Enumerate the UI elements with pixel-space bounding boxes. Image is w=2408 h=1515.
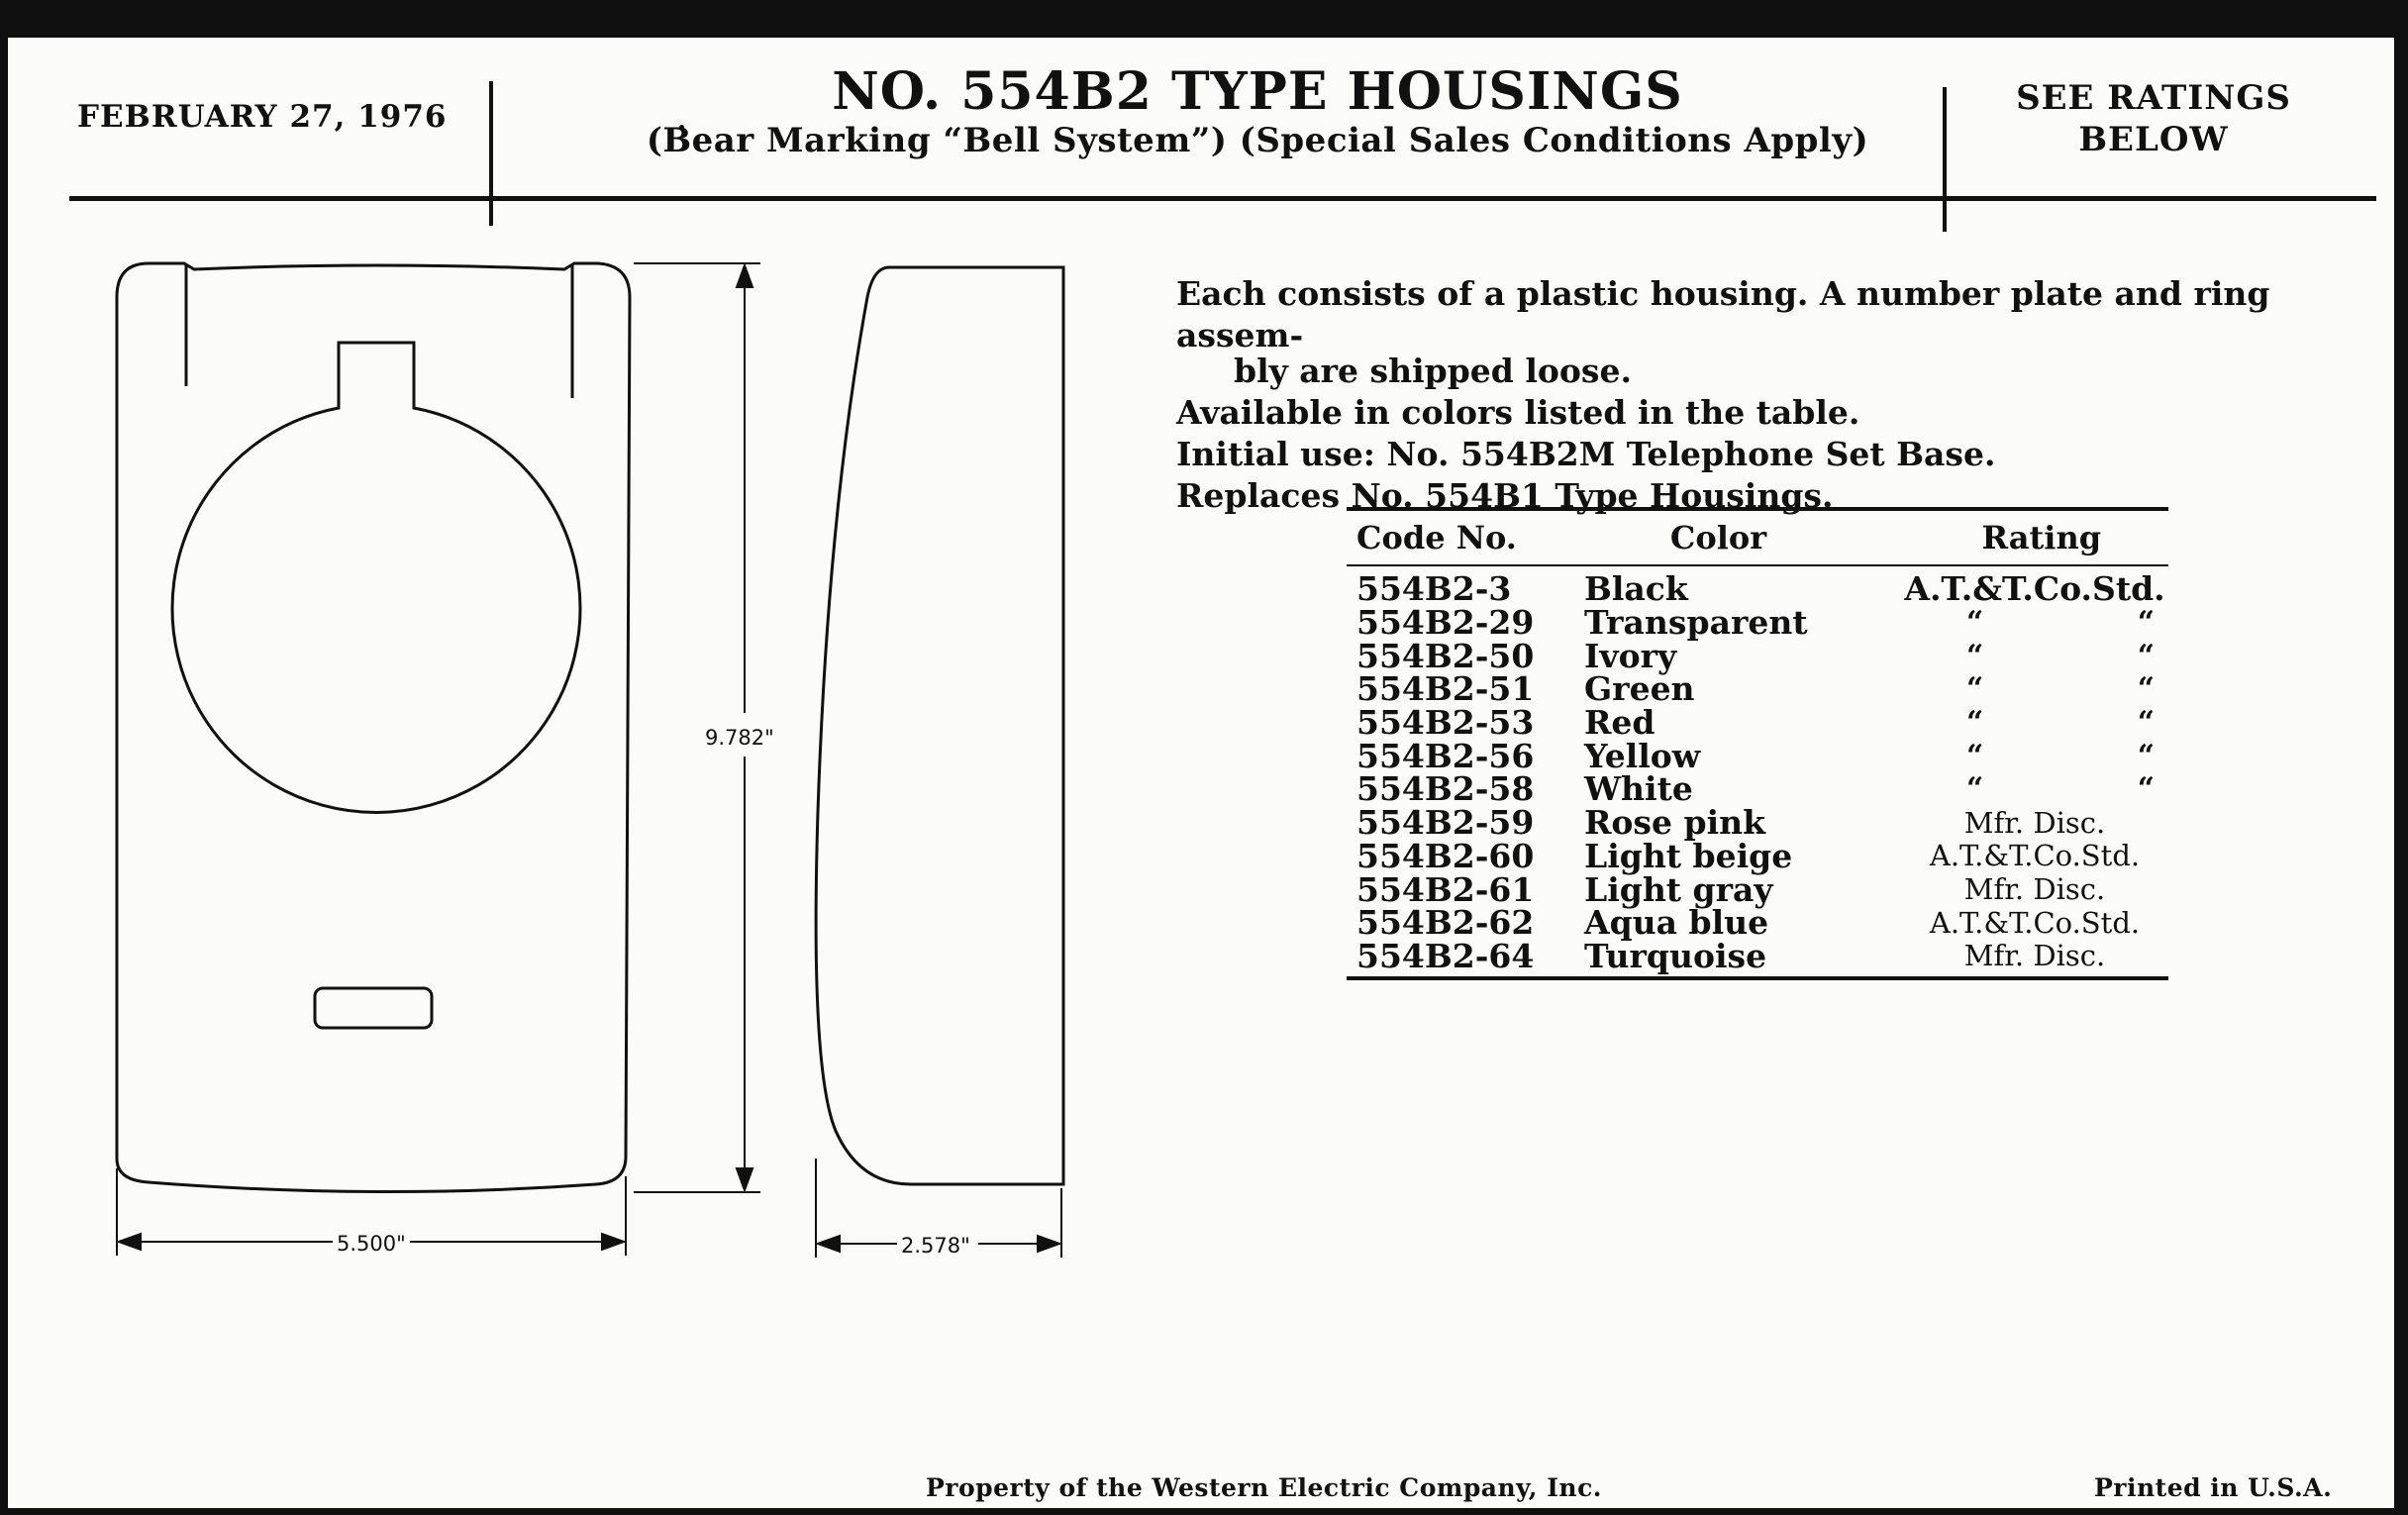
- table-row: [1347, 803, 2168, 843]
- cell-code: 554B2-59: [1356, 803, 1535, 843]
- cell-rating: A.T.&T.Co.Std.: [1929, 905, 2141, 940]
- cell-color: Yellow: [1584, 736, 1701, 775]
- table-row: [1347, 903, 2168, 943]
- cell-code: 554B2-53: [1356, 703, 1535, 743]
- depth-arrow-left: [818, 1236, 840, 1252]
- cell-code: 554B2-51: [1356, 669, 1535, 709]
- housing-table: [1347, 507, 2168, 980]
- table-row: [1347, 569, 2168, 609]
- ditto-marks: [1901, 639, 2168, 673]
- page-subtitle: (Bear Marking “Bell System”) (Special Sales Conditions Apply): [646, 121, 1869, 160]
- ditto-mark: “: [1966, 638, 1984, 673]
- cell-color: Turquoise: [1584, 936, 1767, 975]
- cell-code: 554B2-29: [1356, 603, 1535, 643]
- table-row: [1347, 603, 2168, 643]
- dial-opening: [172, 343, 580, 812]
- table-row: [1347, 703, 2168, 743]
- depth-dimension-label: 2.578": [901, 1234, 970, 1258]
- ditto-marks: [1901, 605, 2168, 640]
- width-arrow-left: [119, 1234, 141, 1250]
- ditto-marks: [1901, 671, 2168, 706]
- ditto-mark: “: [1966, 605, 1984, 641]
- description: [1176, 273, 2335, 517]
- ditto-marks: [1901, 705, 2168, 740]
- cell-color: White: [1584, 769, 1693, 809]
- ditto-mark: “: [2137, 605, 2155, 641]
- cell-code: 554B2-50: [1356, 636, 1535, 675]
- cell-rating: [1901, 671, 2168, 706]
- cell-rating: [1901, 639, 2168, 673]
- cell-rating: A.T.&T.Co.Std.: [1929, 839, 2141, 873]
- width-dimension-label: 5.500": [337, 1232, 406, 1256]
- cell-code: 554B2-56: [1356, 736, 1535, 775]
- cell-color: Green: [1584, 669, 1695, 709]
- document-date: FEBRUARY 27, 1976: [77, 99, 448, 135]
- table-row: [1347, 736, 2168, 775]
- height-arrow-bottom: [737, 1168, 752, 1190]
- description-line-1: Each consists of a plastic housing. A number plate and ring assem-: [1176, 274, 2270, 354]
- description-line-3: Initial use: No. 554B2M Telephone Set Base.: [1176, 435, 1996, 473]
- side-view-outline: [816, 267, 1063, 1184]
- cell-rating: Mfr. Disc.: [1963, 805, 2106, 840]
- cell-color: Rose pink: [1584, 803, 1765, 843]
- ditto-mark: “: [2137, 771, 2155, 807]
- width-arrow-right: [602, 1234, 624, 1250]
- footer-printed: Printed in U.S.A.: [2094, 1473, 2333, 1502]
- ditto-mark: “: [1966, 771, 1984, 807]
- header-rating: Rating: [1981, 519, 2102, 556]
- footer-property: Property of the Western Electric Company, Inc.: [926, 1473, 1603, 1502]
- table-row: [1347, 636, 2168, 675]
- height-arrow-top: [737, 265, 752, 287]
- depth-arrow-right: [1038, 1236, 1059, 1252]
- cell-color: Light beige: [1584, 836, 1793, 875]
- cell-color: Light gray: [1584, 869, 1773, 909]
- cell-code: 554B2-60: [1356, 836, 1535, 875]
- description-line-1b: bly are shipped loose.: [1234, 352, 1632, 390]
- header-code: Code No.: [1356, 519, 1517, 556]
- number-window: [315, 988, 432, 1028]
- table-row: [1347, 836, 2168, 875]
- ditto-mark: “: [1966, 705, 1984, 741]
- table-header: [1347, 511, 2168, 566]
- cell-rating: A.T.&T.Co.Std.: [1904, 569, 2165, 609]
- cell-rating: [1901, 605, 2168, 640]
- description-line-2: Available in colors listed in the table.: [1176, 393, 1860, 432]
- ratings-note-line1: SEE RATINGS: [2016, 78, 2291, 118]
- table-row: [1347, 769, 2168, 809]
- cell-color: Aqua blue: [1584, 903, 1769, 943]
- cell-rating: [1901, 771, 2168, 806]
- ratings-note-line2: BELOW: [2078, 120, 2229, 159]
- description-line-4: Replaces No. 554B1 Type Housings.: [1176, 476, 1834, 515]
- ditto-mark: “: [1966, 671, 1984, 707]
- cell-code: 554B2-58: [1356, 769, 1535, 809]
- header-color: Color: [1669, 519, 1767, 556]
- cell-color: Transparent: [1584, 603, 1808, 643]
- cell-rating: [1901, 739, 2168, 773]
- front-view-outline: [117, 263, 630, 1192]
- ditto-mark: “: [2137, 705, 2155, 741]
- height-dimension-label: 9.782": [705, 726, 774, 750]
- ditto-marks: [1901, 771, 2168, 806]
- cell-code: 554B2-61: [1356, 869, 1535, 909]
- cell-code: 554B2-64: [1356, 936, 1535, 975]
- cell-rating: [1901, 705, 2168, 740]
- ditto-mark: “: [2137, 638, 2155, 673]
- cell-color: Ivory: [1584, 636, 1677, 675]
- table-row: [1347, 869, 2168, 909]
- ditto-mark: “: [2137, 671, 2155, 707]
- ditto-marks: [1901, 739, 2168, 773]
- cell-color: Red: [1584, 703, 1656, 743]
- table-row: [1347, 669, 2168, 709]
- cell-rating: Mfr. Disc.: [1963, 939, 2106, 973]
- cell-rating: Mfr. Disc.: [1963, 872, 2106, 907]
- ditto-mark: “: [1966, 738, 1984, 773]
- page-title: NO. 554B2 TYPE HOUSINGS: [832, 61, 1683, 122]
- table-body: [1347, 566, 2168, 976]
- cell-code: 554B2-62: [1356, 903, 1535, 943]
- ditto-mark: “: [2137, 738, 2155, 773]
- cell-code: 554B2-3: [1356, 569, 1512, 609]
- table-row: [1347, 936, 2168, 975]
- cell-color: Black: [1584, 569, 1688, 609]
